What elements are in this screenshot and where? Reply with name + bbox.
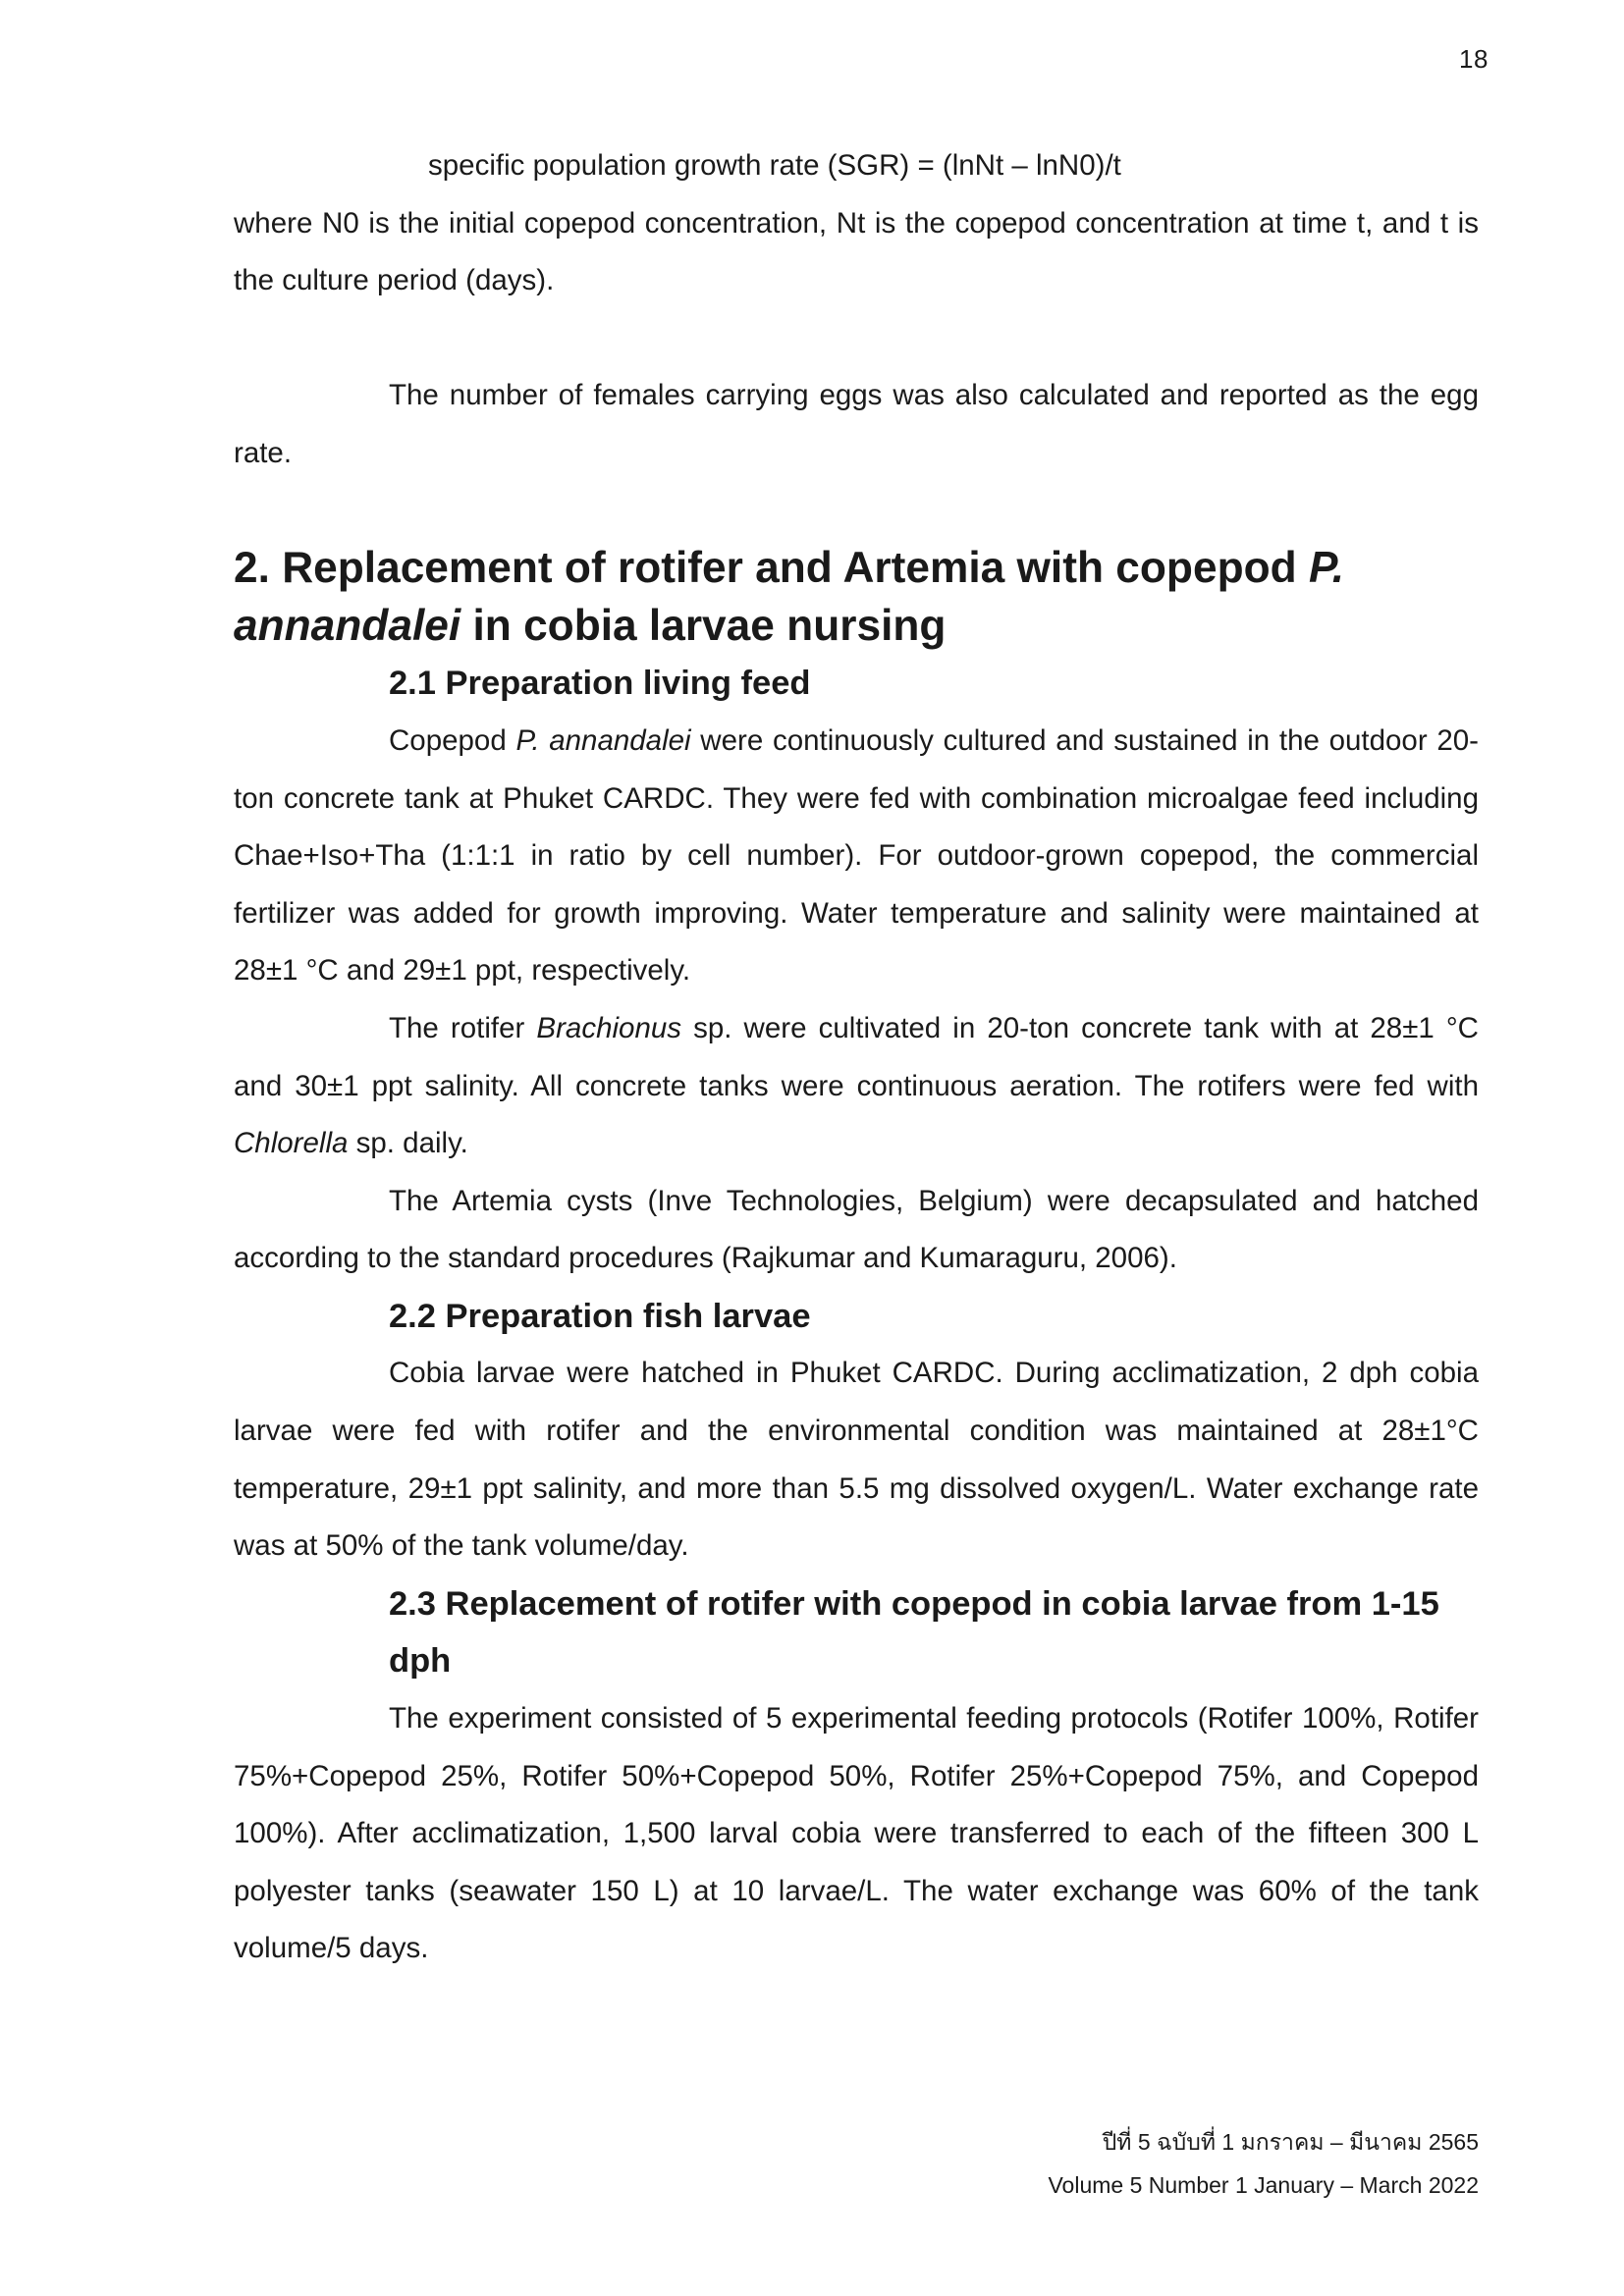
rotifer-culture-paragraph: The rotifer Brachionus sp. were cultivated in 20-ton concrete tank with at 28±1 °C and 30±1 ppt salinity. All concrete tanks were continuous aeration. The rotifers were fed with Chlorella sp. daily. — [234, 1011, 1479, 1160]
species-name: Chlorella — [234, 1127, 349, 1160]
section-2-2-heading: 2.2 Preparation fish larvae — [389, 1297, 811, 1335]
copepod-culture-paragraph: Copepod P. annandalei were continuously cultured and sustained in the outdoor 20-ton concrete tank at Phuket CARDC. They were fed with combination microalgae feed including Chae+Iso+Tha (1:1:1 in ratio by cell number). For outdoor-grown copepod, the commercial fertilizer was added for growth improving. Water temperature and salinity were maintained at 28±1 °C and 29±1 ppt, respectively. — [234, 723, 1479, 988]
section-2-1-heading: 2.1 Preparation living feed — [389, 665, 811, 703]
egg-rate-paragraph: The number of females carrying eggs was also calculated and reported as the egg rate. — [234, 379, 1479, 469]
spacer — [234, 310, 1479, 368]
experiment-paragraph: The experiment consisted of 5 experimental feeding protocols (Rotifer 100%, Rotifer 75%+Copepod 25%, Rotifer 50%+Copepod 50%, Rotifer 25%+Copepod 75%, and Copepod 100%). After acclimatization, 1,500 larval cobia were transferred to each of the fifteen 300 L polyester tanks (seawater 150 L) at 10 larvae/L. The water exchange was 60% of the tank volume/5 days. — [234, 1702, 1479, 1965]
species-name: P. annandalei — [515, 723, 691, 757]
footer-thai-issue: ปีที่ 5 ฉบับที่ 1 มกราคม – มีนาคม 2565 — [1102, 2129, 1479, 2155]
document-body — [234, 137, 1479, 1978]
sgr-formula: specific population growth rate (SGR) = (lnNt – lnN0)/t — [428, 149, 1121, 182]
species-name: Brachionus — [536, 1011, 682, 1044]
spacer — [234, 483, 1479, 541]
page-number: 18 — [1459, 44, 1489, 74]
section-2-3-heading: 2.3 Replacement of rotifer with copepod in cobia larvae from 1-15 dph — [389, 1584, 1439, 1681]
species-name: P. annandalei — [234, 544, 1345, 650]
section-2-heading: 2. Replacement of rotifer and Artemia with copepod P. annandalei in cobia larvae nursing — [234, 544, 1345, 650]
footer-english-issue: Volume 5 Number 1 January – March 2022 — [1048, 2172, 1479, 2198]
journal-footer — [1048, 2120, 1479, 2207]
artemia-paragraph: The Artemia cysts (Inve Technologies, Belgium) were decapsulated and hatched according to the standard procedures (Rajkumar and Kumaraguru, 2006). — [234, 1184, 1479, 1275]
fish-larvae-paragraph: Cobia larvae were hatched in Phuket CARDC. During acclimatization, 2 dph cobia larvae were fed with rotifer and the environmental condition was maintained at 28±1°C temperature, 29±1 ppt salinity, and more than 5.5 mg dissolved oxygen/L. Water exchange rate was at 50% of the tank volume/day. — [234, 1357, 1479, 1563]
formula-definition-paragraph: where N0 is the initial copepod concentration, Nt is the copepod concentration at time t, and t is the culture period (days). — [234, 206, 1479, 297]
